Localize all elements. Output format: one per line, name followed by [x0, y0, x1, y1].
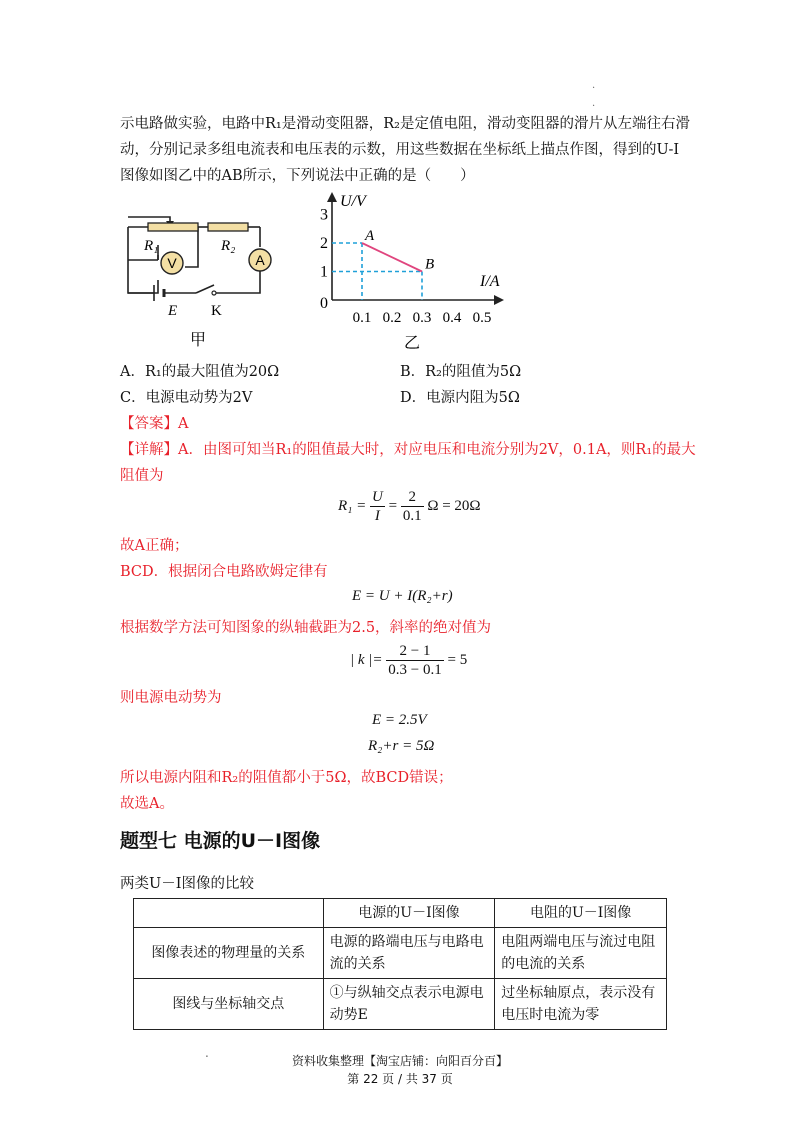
option-c[interactable]: C．电源电动势为2V	[120, 390, 253, 406]
footer-page: 第 22 页 / 共 37 页	[347, 1072, 453, 1086]
option-a[interactable]: A．R₁的最大阻值为20Ω	[120, 364, 280, 380]
point-label-b: B	[425, 256, 435, 273]
y-axis-arrow	[327, 192, 337, 202]
r2-label: R₂	[221, 238, 236, 254]
equation-e-value: E = 2.5V	[372, 712, 427, 728]
x-tick-label: 0.2	[382, 310, 402, 326]
y-tick-label: 2	[320, 235, 328, 252]
table-cell: 电阻两端电压与流过电阻的电流的关系	[495, 928, 667, 979]
table-row	[134, 979, 667, 1030]
ui-chart	[312, 190, 512, 355]
table-header-cell: 电源的U－I图像	[323, 899, 495, 928]
ammeter-label: A	[255, 252, 265, 268]
chart-caption: 乙	[403, 333, 421, 352]
table-cell: 电源的路端电压与电路电流的关系	[323, 928, 495, 979]
option-d[interactable]: D．电源内阻为5Ω	[400, 390, 520, 406]
y-tick-label: 1	[320, 263, 328, 281]
emf-label: E	[168, 303, 178, 319]
r1-label: R₁	[144, 238, 159, 254]
eq1-den1: I	[374, 508, 380, 524]
answer-label: 【答案】A	[120, 416, 189, 432]
table-cell: 图像表述的物理量的关系	[134, 928, 324, 979]
voltmeter-label: V	[167, 255, 177, 271]
equation-r2-r: R₂+r = 5Ω	[368, 738, 435, 754]
comparison-table	[133, 898, 667, 1030]
section-title: 题型七 电源的U－I图像	[120, 830, 321, 852]
x-axis-arrow	[494, 295, 504, 305]
page-mark: .	[592, 98, 596, 109]
equation-r1	[338, 488, 481, 525]
page-mark: .	[592, 80, 596, 91]
detail-line-8: 故选A。	[120, 796, 174, 812]
eq3-lhs: | k |=	[350, 651, 383, 668]
table-header-row	[134, 899, 667, 928]
eq3-rhs: = 5	[447, 651, 468, 668]
table-cell: ①与纵轴交点表示电源电动势E	[323, 979, 495, 1030]
question-line-2: 动，分别记录多组电流表和电压表的示数，用这些数据在坐标纸上描点作图，得到的U-I	[120, 142, 680, 158]
table-header-cell: 电阻的U－I图像	[495, 899, 667, 928]
equation-emf: E = U + I(R₂+r)	[352, 588, 453, 604]
point-label-a: A	[365, 228, 375, 244]
eq3-den: 0.3 − 0.1	[388, 662, 442, 678]
x-tick-label: 0.1	[352, 310, 372, 326]
circuit-diagram	[118, 205, 288, 355]
detail-line-6: 则电源电动势为	[120, 690, 222, 706]
x-axis-label: I/A	[480, 273, 500, 290]
detail-line-3: 故A正确；	[120, 538, 189, 554]
eq1-den2: 0.1	[402, 508, 422, 524]
question-line-1: 示电路做实验，电路中R₁是滑动变阻器，R₂是定值电阻，滑动变阻器的滑片从左端往右滑	[120, 116, 690, 132]
detail-line-5: 根据数学方法可知图象的纵轴截距为2.5，斜率的绝对值为	[120, 620, 492, 636]
y-tick-label: 3	[320, 206, 328, 224]
option-b[interactable]: B．R₂的阻值为5Ω	[400, 364, 522, 380]
table-cell: 图线与坐标轴交点	[134, 979, 324, 1030]
x-tick-label: 0.3	[412, 310, 432, 326]
table-row	[134, 928, 667, 979]
question-line-3: 图像如图乙中的AB所示，下列说法中正确的是（ ）	[120, 168, 475, 184]
x-tick-label: 0.4	[442, 310, 462, 326]
eq1-num2: 2	[401, 488, 424, 507]
eq1-lhs: R₁ =	[338, 497, 367, 514]
y-axis-label: U/V	[340, 193, 366, 210]
detail-line-1: 【详解】A．由图可知当R₁的阻值最大时，对应电压和电流分别为2V，0.1A，则R₁的最大	[120, 442, 696, 458]
r2-resistor	[208, 223, 248, 231]
footer-dot: .	[205, 1046, 209, 1060]
detail-line-7: 所以电源内阻和R₂的阻值都小于5Ω，故BCD错误；	[120, 770, 453, 786]
detail-line-2: 阻值为	[120, 468, 164, 484]
footer-source: 资料收集整理【淘宝店铺：向阳百分百】	[291, 1054, 508, 1068]
switch-label: K	[211, 303, 222, 319]
x-tick-label: 0.5	[472, 310, 492, 326]
series-line-ab	[362, 243, 422, 272]
eq3-num: 2 − 1	[386, 642, 443, 661]
detail-line-4: BCD．根据闭合电路欧姆定律有	[120, 564, 328, 580]
equation-slope	[350, 642, 467, 679]
origin-label: 0	[320, 295, 328, 312]
eq1-rhs: Ω = 20Ω	[427, 497, 481, 514]
table-header-cell	[134, 899, 324, 928]
table-cell: 过坐标轴原点，表示没有电压时电流为零	[495, 979, 667, 1030]
r1-resistor	[148, 223, 198, 231]
eq1-num1: U	[372, 489, 383, 505]
section-subtitle: 两类U－I图像的比较	[120, 876, 254, 892]
circuit-caption: 甲	[189, 330, 207, 349]
eq1-mid: =	[388, 497, 398, 514]
